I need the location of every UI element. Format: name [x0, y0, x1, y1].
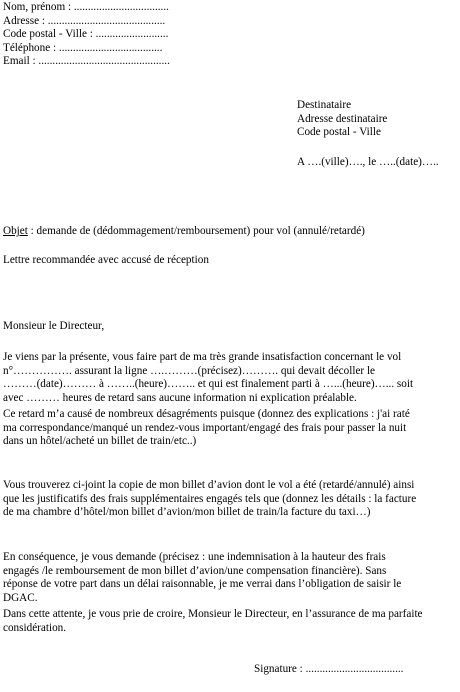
paragraph-line: considération.: [3, 621, 67, 634]
signature-line: Signature : ...................................: [254, 663, 404, 675]
recipient-address: Adresse destinataire: [297, 112, 388, 125]
place-date: A ….(ville)…., le …..(date)…..: [297, 156, 439, 168]
paragraph-attachments: [3, 479, 455, 520]
paragraph-line: Dans cette attente, je vous prie de croire, Monsieur le Directeur, en l’assurance de ma parfaite: [3, 608, 423, 620]
paragraph-line: n°……………. assurant la ligne ….………(précisez)………. qui devait décoller le: [3, 364, 376, 377]
registered-mail-note: Lettre recommandée avec accusé de réception: [3, 254, 209, 266]
paragraph-line: que les justificatifs des frais supplémentaires engagés tels que (donnez les détails : la facture: [3, 492, 417, 505]
paragraph-complaint: [3, 351, 455, 405]
paragraph-line: réponse de votre part dans un délai raisonnable, je me verrai dans l’obligation de saisir le: [3, 578, 402, 591]
sender-phone-line: Téléphone : .....................................: [3, 41, 163, 54]
paragraph-closing: [3, 608, 455, 635]
paragraph-line: En conséquence, je vous demande (précisez : une indemnisation à la hauteur des frais: [3, 551, 386, 563]
paragraph-line: engagés /le remboursement de mon billet d’avion/une compensation financière). Sans: [3, 564, 387, 577]
salutation: Monsieur le Directeur,: [3, 320, 105, 332]
recipient-postal: Code postal - Ville: [297, 126, 381, 139]
paragraph-line: Je viens par la présente, vous faire part de ma très grande insatisfaction concernant le vol: [3, 351, 402, 363]
object-text: : demande de (dédommagement/remboursement) pour vol (annulé/retardé): [27, 225, 365, 237]
paragraph-line: DGAC.: [3, 591, 38, 604]
paragraph-inconvenience: [3, 408, 455, 449]
recipient-block: [297, 99, 457, 140]
object-label: Objet: [3, 225, 28, 237]
paragraph-line: Vous trouverez ci-joint la copie de mon billet d’avion dont le vol a été (retardé/annulé) ainsi: [3, 479, 415, 491]
paragraph-line: ma correspondance/manqué un rendez-vous important/engagé des frais pour passer la nuit: [3, 421, 407, 434]
sender-postal-line: Code postal - Ville : ..........................: [3, 28, 169, 41]
paragraph-line: dans un hôtel/acheté un billet de train/etc..): [3, 435, 197, 448]
object-line: [3, 225, 365, 239]
sender-block: [3, 1, 203, 69]
sender-address-line: Adresse : ..........................................: [3, 14, 166, 27]
paragraph-line: Ce retard m’a causé de nombreux désagréments puisque (donnez des explications : j'ai raté: [3, 408, 410, 420]
paragraph-line: de ma chambre d’hôtel/mon billet d’avion/mon billet de train/la facture du taxi…): [3, 506, 371, 519]
paragraph-request: [3, 551, 455, 605]
paragraph-line: ………(date)……… à ……..(heure)…….. et qui est finalement parti à …...(heure)…... soit: [3, 378, 414, 391]
recipient-name: Destinataire: [297, 99, 352, 111]
paragraph-line: avec ……… heures de retard sans aucune information ni explication préalable.: [3, 391, 357, 404]
sender-email-line: Email : ...............................................: [3, 55, 170, 68]
sender-name-line: Nom, prénom : ..................................: [3, 1, 169, 13]
